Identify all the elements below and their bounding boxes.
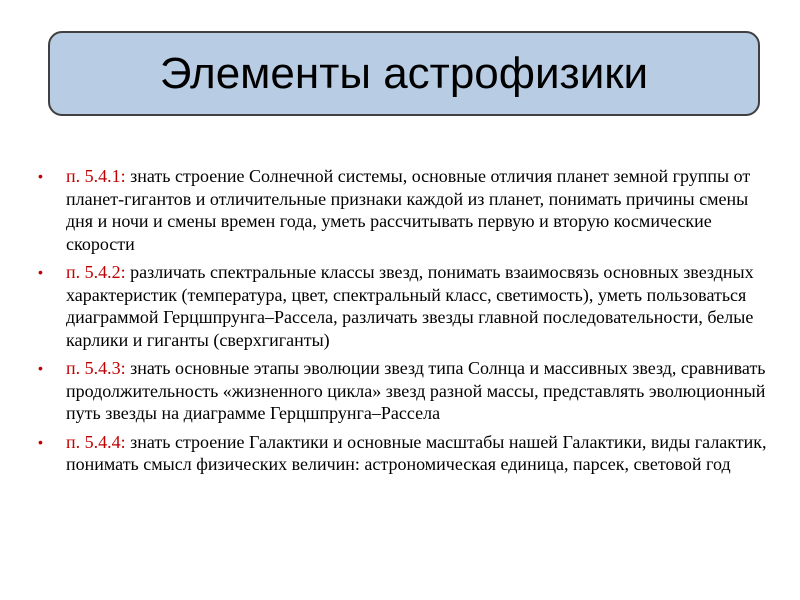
bullet-icon: • <box>38 433 43 450</box>
item-text: знать строение Галактики и основные масштабы нашей Галактики, виды галактик, понимать смысл физических величин: астрономическая единица, парсек, световой год <box>66 431 767 474</box>
item-number: п. 5.4.2: <box>66 262 126 282</box>
bullet-icon: • <box>38 360 43 376</box>
item-text: знать строение Солнечной системы, основные отличия планет земной группы от планет-гигантов и отличительные признаки каждой из планет, понимать причины смены дня и ночи и смены времен года, уметь рассчитывать первую и вторую космические скорости <box>66 166 751 254</box>
list-item <box>38 357 773 425</box>
slide-title: Элементы астрофизики <box>159 48 649 98</box>
list-item <box>38 261 773 351</box>
bullet-icon: • <box>38 264 43 280</box>
item-text: знать основные этапы эволюции звезд типа Солнца и массивных звезд, сравнивать продолжительность «жизненного цикла» звезд разной массы, представлять эволюционный путь звезды на диаграмме Герцшпрунга–Рассела <box>66 358 766 423</box>
list-item <box>38 165 773 255</box>
item-number: п. 5.4.1: <box>66 166 126 186</box>
item-number: п. 5.4.3: <box>66 358 126 378</box>
bullet-list <box>38 165 773 482</box>
bullet-icon: • <box>38 168 43 184</box>
list-item <box>38 431 773 476</box>
title-box <box>48 31 760 116</box>
item-text: различать спектральные классы звезд, понимать взаимосвязь основных звездных характеристик (температура, цвет, спектральный класс, светимость), уметь пользоваться диаграммой Герцшпрунга–Рассела, различать звезды главной последовательности, белые карлики и гиганты (сверхгиганты) <box>66 262 754 350</box>
item-number: п. 5.4.4: <box>66 431 126 452</box>
